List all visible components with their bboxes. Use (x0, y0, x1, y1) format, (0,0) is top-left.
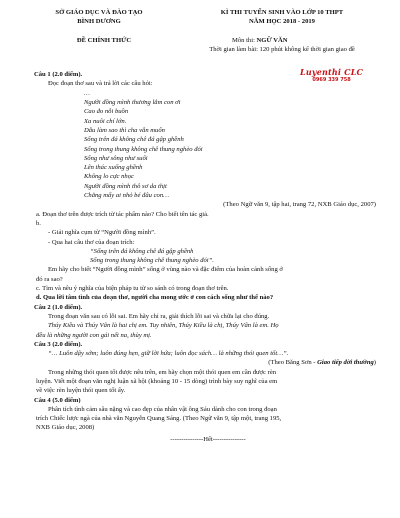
end-marker: ---------------Hết--------------- (170, 435, 246, 443)
header-left (34, 8, 164, 54)
q4-title: Câu 4 (5.0 điểm) (34, 396, 81, 404)
poem-line: Sống trong thung không chê thung nghèo đói (84, 145, 203, 153)
poem-line: Sống trên đá không chê đá gập ghềnh (84, 136, 184, 144)
q3-source-title: Giao tiếp đời thường (317, 359, 374, 367)
q1-part-a: a. Đoạn thơ trên được trích từ tác phẩm nào? Cho biết tên tác giả. (36, 210, 209, 218)
logo-brand: Luyenthi CLC (300, 67, 364, 77)
exam-title: KÌ THI TUYỂN SINH VÀO LỚP 10 THPT (220, 9, 344, 16)
q1-poem (34, 89, 382, 201)
q2-prompt: Trong đoạn văn sau có lỗi sai. Em hãy chỉ ra, giải thích lỗi sai và chữa lại cho đúng. (48, 312, 270, 320)
poem-line: Dẫu làm sao thì cha vẫn muốn (84, 126, 165, 134)
q1-part-d: d. Qua lời tâm tình của đoạn thơ, người cha mong ước ở con cách sống như thế nào? (36, 294, 274, 302)
subject-label: Môn thi: (232, 36, 257, 44)
q3-source-suffix: ) (373, 359, 376, 367)
q3-title: Câu 3 (2.0 điểm). (34, 340, 83, 348)
poem-line: Lên thác xuống ghềnh (84, 164, 143, 172)
q1-b3-line1: Em hãy cho biết “Người đồng mình” sống ở vùng nào và đặc điểm của hoàn cảnh sống ở (48, 266, 283, 274)
school-year: NĂM HỌC 2018 - 2019 (249, 18, 315, 26)
q1-b2-quote-line1: “Sống trên đá không chê đá gập ghềnh (90, 247, 194, 255)
q1-part-c: c. Tìm và nêu ý nghĩa của biện pháp tu từ so sánh có trong đoạn thơ trên. (36, 285, 229, 293)
poem-line: Người đồng mình thô sơ da thịt (84, 182, 167, 190)
watermark-logo (300, 68, 363, 83)
q1-part-b1: - Giải nghĩa cụm từ “Người đồng mình”. (48, 229, 156, 237)
poem-line: Xa nuôi chí lớn. (84, 117, 127, 125)
exam-content (34, 67, 382, 444)
poem-line: Chẳng mấy ai nhỏ bé đâu con… (84, 192, 169, 200)
poem-line: Người đồng mình thương lắm con ơi (84, 99, 181, 107)
poem-line: Không lo cực nhọc (84, 173, 134, 181)
poem-line: Cao đo nỗi buồn (84, 108, 129, 116)
q3-line3: về việc rèn luyện thói quen tốt ấy. (36, 387, 126, 395)
q1-part-b: b. (36, 219, 41, 227)
q3-source-prefix: (Theo Băng Sơn - (268, 359, 318, 367)
logo-phone: 0969 339 758 (312, 77, 351, 84)
province-name: BÌNH DƯƠNG (77, 18, 121, 26)
q2-passage-line2: đều là những người con gái nết na, thùy mị. (36, 331, 152, 339)
q3-line2: luyện. Viết một đoạn văn nghị luận xã hội (khoảng 10 - 15 dòng) trình bày suy nghĩ của em (36, 377, 278, 385)
q4-line1: Phân tích tình cảm sâu nặng và cao đẹp của nhân vật ông Sáu dành cho con trong đoạn (48, 405, 277, 413)
q1-intro: Đọc đoạn thơ sau và trả lời các câu hỏi: (48, 80, 153, 88)
subject-line (182, 36, 382, 45)
q1-part-b2: - Qua hai câu thơ của đoạn trích: (48, 238, 135, 246)
q4-line2: trích Chiếc lược ngà của nhà văn Nguyễn Quang Sáng. (Theo Ngữ văn 9, tập một, trang 195, (36, 415, 282, 423)
header (34, 8, 382, 54)
q3-source (34, 358, 382, 367)
q2-title: Câu 2 (1.0 điểm). (34, 303, 83, 311)
official-label: ĐỀ CHÍNH THỨC (76, 36, 132, 44)
poem-line: Sống như sông như suối (84, 154, 148, 162)
q4-line3: NXB Giáo dục, 2008) (36, 424, 95, 432)
poem-line: … (84, 89, 90, 97)
time-limit: Thời gian làm bài: 120 phút không kể thời gian giao đề (209, 45, 355, 53)
q1-title: Câu 1 (2.0 điểm). (34, 71, 83, 79)
q1-source: (Theo Ngữ văn 9, tập hai, trang 72, NXB Giáo dục, 2007) (223, 201, 376, 209)
q2-passage-line1: Thúy Kiều và Thúy Vân là hai chị em. Tuy nhiên, Thúy Kiều là chị, Thúy Vân là em. Họ (48, 322, 279, 330)
q3-quote: “… Luôn dậy sớm; luôn đúng hẹn, giữ lời hứa; luôn đọc sách… là những thói quen tốt…”. (48, 350, 289, 358)
q3-line1: Trong những thói quen tốt được nêu trên, em hãy chọn một thói quen em cần được rèn (48, 368, 277, 376)
header-right (182, 8, 382, 54)
q1-b3-line2: đó ra sao? (36, 275, 63, 283)
subject-value: NGỮ VĂN (256, 36, 288, 44)
q1-b2-quote-line2: Sống trong thung không chê thung nghèo đói”. (90, 257, 214, 265)
department-name: SỞ GIÁO DỤC VÀ ĐÀO TẠO (55, 9, 143, 16)
